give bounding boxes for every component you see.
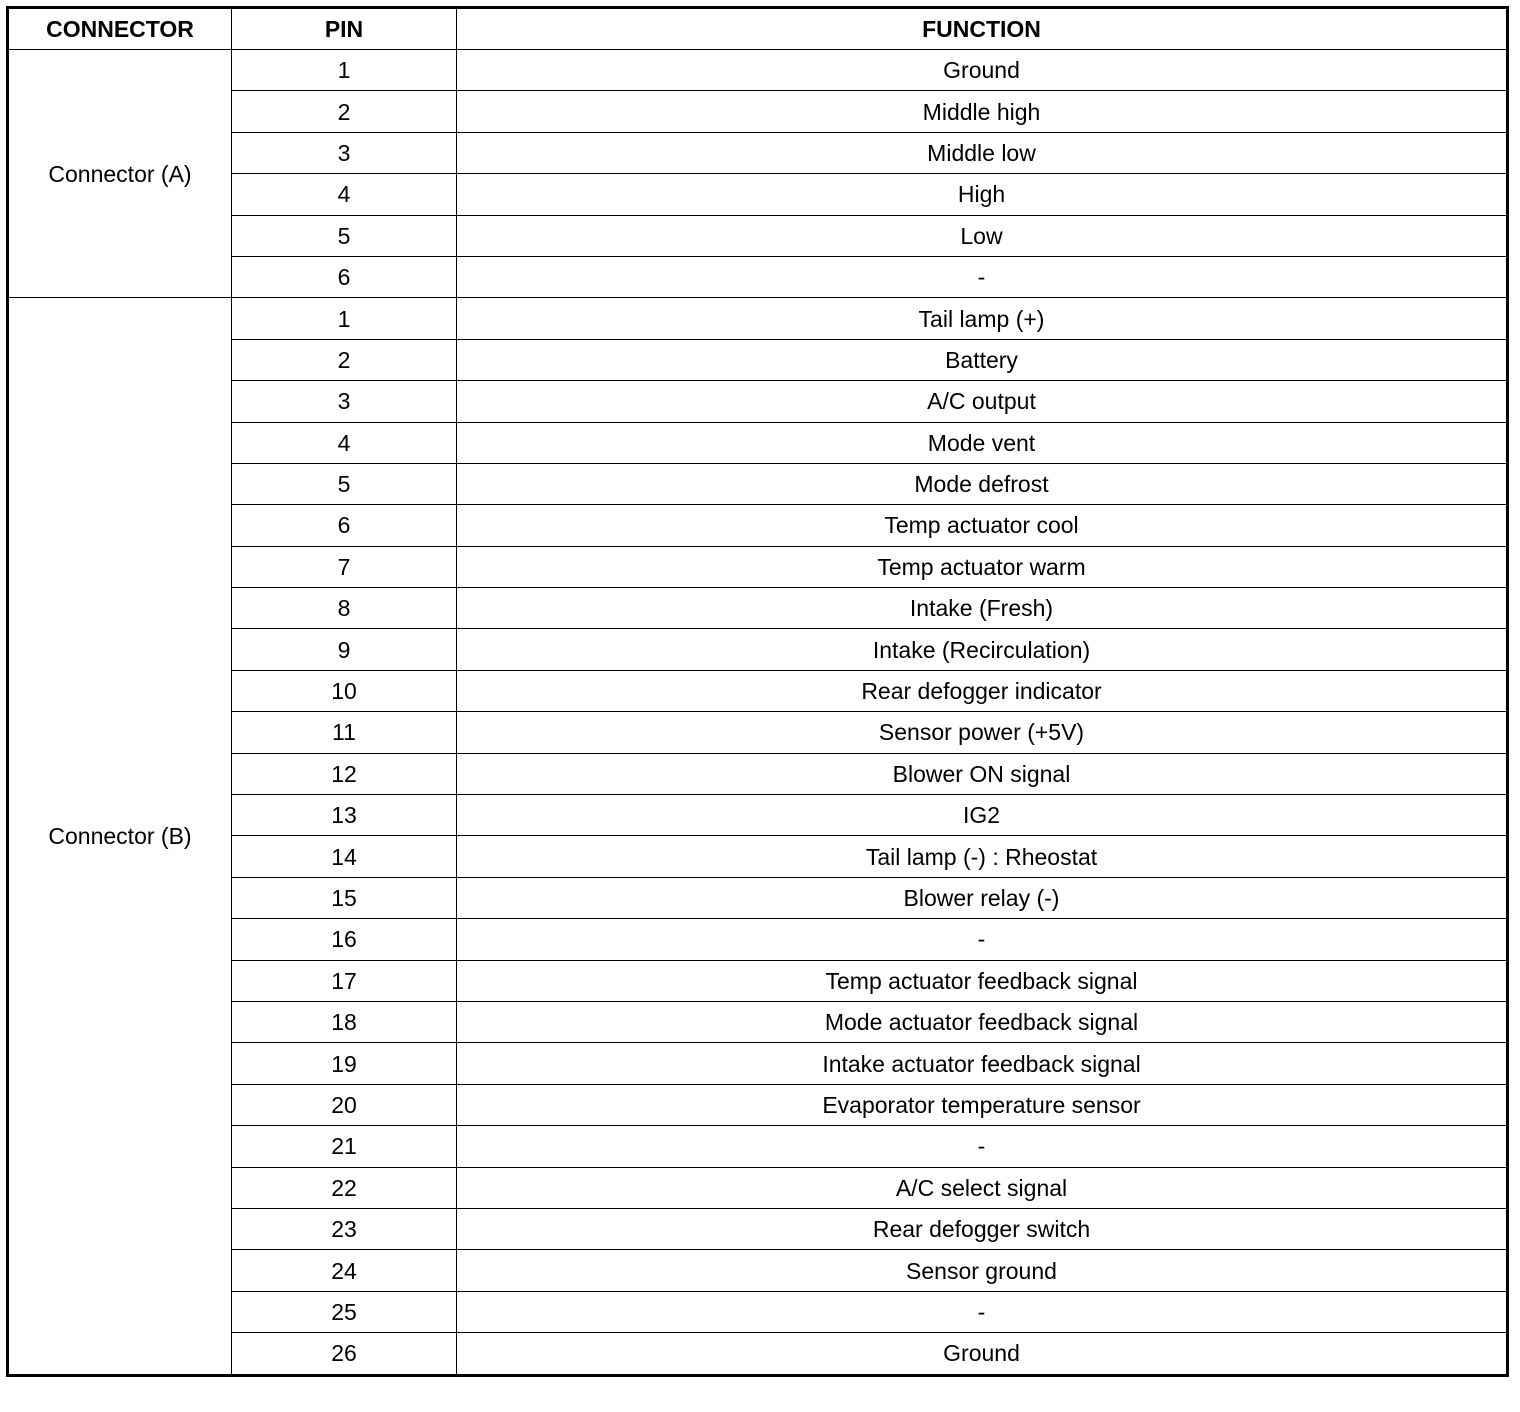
header-function: FUNCTION [457,8,1508,50]
table-row [8,629,1508,670]
table-row [8,50,1508,91]
pin-cell: 3 [232,132,457,173]
table-row [8,381,1508,422]
function-cell: Sensor power (+5V) [457,712,1508,753]
function-cell: - [457,1291,1508,1332]
pin-cell: 5 [232,463,457,504]
function-cell: Low [457,215,1508,256]
table-row [8,877,1508,918]
pin-cell: 26 [232,1333,457,1375]
pin-cell: 22 [232,1167,457,1208]
table-row [8,546,1508,587]
pin-cell: 10 [232,670,457,711]
function-cell: Mode defrost [457,463,1508,504]
table-row [8,960,1508,1001]
table-row [8,1333,1508,1375]
pin-cell: 4 [232,422,457,463]
table-row [8,588,1508,629]
table-row [8,215,1508,256]
function-cell: Intake (Fresh) [457,588,1508,629]
pin-cell: 18 [232,1001,457,1042]
pin-cell: 2 [232,339,457,380]
function-cell: A/C select signal [457,1167,1508,1208]
pin-cell: 17 [232,960,457,1001]
pin-cell: 9 [232,629,457,670]
pin-cell: 25 [232,1291,457,1332]
connector-cell: Connector (A) [8,50,232,298]
function-cell: Temp actuator warm [457,546,1508,587]
function-cell: Ground [457,1333,1508,1375]
pin-cell: 1 [232,50,457,91]
function-cell: IG2 [457,795,1508,836]
table-row [8,256,1508,297]
function-cell: Rear defogger switch [457,1208,1508,1249]
table-row [8,91,1508,132]
pin-cell: 7 [232,546,457,587]
pin-cell: 15 [232,877,457,918]
table-row [8,298,1508,339]
pin-cell: 16 [232,919,457,960]
table-row [8,132,1508,173]
function-cell: Blower ON signal [457,753,1508,794]
table-row [8,1208,1508,1249]
table-row [8,463,1508,504]
pin-cell: 21 [232,1126,457,1167]
function-cell: Tail lamp (-) : Rheostat [457,836,1508,877]
table-body [8,50,1508,1376]
function-cell: Intake (Recirculation) [457,629,1508,670]
table-row [8,1250,1508,1291]
pin-cell: 19 [232,1043,457,1084]
function-cell: Mode vent [457,422,1508,463]
table-row [8,1001,1508,1042]
table-row [8,1291,1508,1332]
pin-cell: 14 [232,836,457,877]
function-cell: Battery [457,339,1508,380]
function-cell: Blower relay (-) [457,877,1508,918]
pin-cell: 12 [232,753,457,794]
pin-cell: 5 [232,215,457,256]
function-cell: Intake actuator feedback signal [457,1043,1508,1084]
table-row [8,1043,1508,1084]
function-cell: A/C output [457,381,1508,422]
connector-pin-table [6,6,1509,1377]
table-row [8,753,1508,794]
function-cell: Middle low [457,132,1508,173]
table-row [8,1084,1508,1125]
pin-cell: 6 [232,505,457,546]
function-cell: Middle high [457,91,1508,132]
table-row [8,795,1508,836]
pin-cell: 1 [232,298,457,339]
connector-cell: Connector (B) [8,298,232,1375]
function-cell: Temp actuator cool [457,505,1508,546]
table-row [8,1167,1508,1208]
table-row [8,919,1508,960]
function-cell: Mode actuator feedback signal [457,1001,1508,1042]
header-connector: CONNECTOR [8,8,232,50]
pin-cell: 8 [232,588,457,629]
pin-cell: 13 [232,795,457,836]
header-row [8,8,1508,50]
pin-cell: 20 [232,1084,457,1125]
pin-cell: 2 [232,91,457,132]
function-cell: - [457,256,1508,297]
function-cell: - [457,919,1508,960]
pin-cell: 24 [232,1250,457,1291]
function-cell: Tail lamp (+) [457,298,1508,339]
table-row [8,174,1508,215]
table-row [8,1126,1508,1167]
pin-cell: 4 [232,174,457,215]
header-pin: PIN [232,8,457,50]
function-cell: Temp actuator feedback signal [457,960,1508,1001]
table-row [8,422,1508,463]
function-cell: Sensor ground [457,1250,1508,1291]
pin-cell: 3 [232,381,457,422]
pin-cell: 23 [232,1208,457,1249]
function-cell: - [457,1126,1508,1167]
table-row [8,505,1508,546]
table-row [8,339,1508,380]
table-row [8,712,1508,753]
function-cell: Evaporator temperature sensor [457,1084,1508,1125]
table-row [8,836,1508,877]
pin-cell: 11 [232,712,457,753]
function-cell: High [457,174,1508,215]
function-cell: Ground [457,50,1508,91]
table-row [8,670,1508,711]
function-cell: Rear defogger indicator [457,670,1508,711]
pin-cell: 6 [232,256,457,297]
